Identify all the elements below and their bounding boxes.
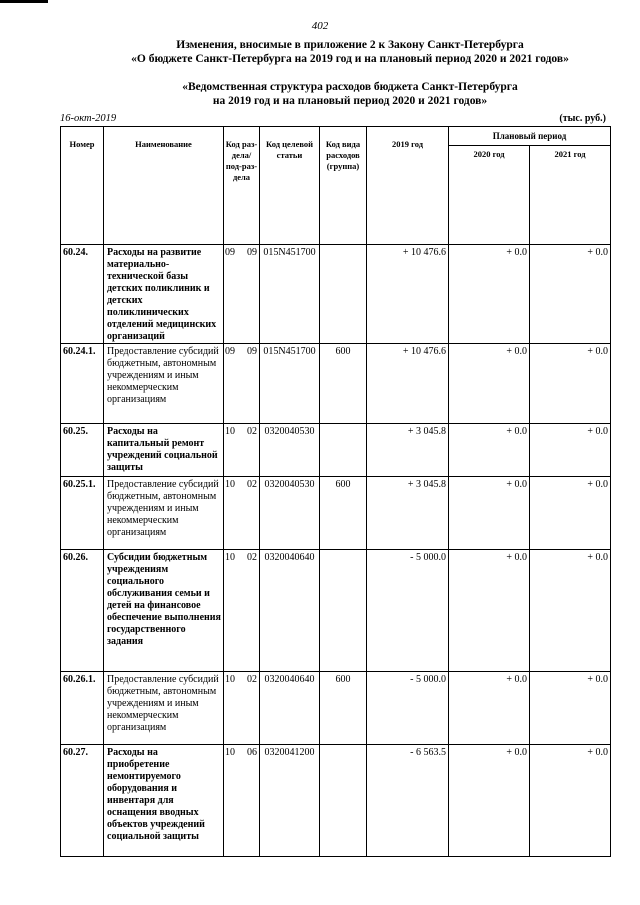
header-2019: 2019 год bbox=[367, 127, 449, 245]
row-amount-2020: + 0.0 bbox=[449, 344, 530, 424]
row-amount-2020: + 0.0 bbox=[449, 245, 530, 344]
row-amount-2021: + 0.0 bbox=[530, 672, 611, 745]
table-row bbox=[61, 424, 611, 477]
row-amount-2021: + 0.0 bbox=[530, 245, 611, 344]
row-name: Расходы на приобретение немонтируемого оборудования и инвентаря для оснащения вводных объектов учреждений социальной защиты bbox=[104, 745, 224, 857]
row-section: 09 bbox=[225, 247, 235, 258]
budget-table bbox=[60, 126, 611, 857]
row-kind-code bbox=[320, 424, 367, 477]
header-number: Номер bbox=[61, 127, 104, 245]
title-line-1: Изменения, вносимые в приложение 2 к Закону Санкт-Петербурга bbox=[176, 39, 524, 51]
row-subsection: 02 bbox=[247, 674, 257, 685]
row-target-code: 015N451700 bbox=[260, 344, 320, 424]
row-name: Расходы на капитальный ремонт учреждений социальной защиты bbox=[104, 424, 224, 477]
row-section: 10 bbox=[225, 674, 235, 685]
table-row bbox=[61, 344, 611, 424]
title-line-2: «О бюджете Санкт-Петербурга на 2019 год и на плановый период 2020 и 2021 годов» bbox=[131, 53, 569, 65]
row-amount-2019: - 5 000.0 bbox=[367, 550, 449, 672]
header-kind: Код вида расходов (группа) bbox=[320, 127, 367, 245]
row-name: Предоставление субсидий бюджетным, автономным учреждениям и иным некоммерческим организациям bbox=[104, 477, 224, 550]
table-row bbox=[61, 477, 611, 550]
table-row bbox=[61, 672, 611, 745]
row-amount-2020: + 0.0 bbox=[449, 550, 530, 672]
row-number: 60.24. bbox=[61, 245, 104, 344]
row-section: 09 bbox=[225, 346, 235, 357]
row-amount-2019: - 6 563.5 bbox=[367, 745, 449, 857]
row-name: Предоставление субсидий бюджетным, автономным учреждениям и иным некоммерческим организациям bbox=[104, 672, 224, 745]
row-subsection: 02 bbox=[247, 426, 257, 437]
row-amount-2021: + 0.0 bbox=[530, 745, 611, 857]
document-title bbox=[60, 38, 640, 66]
row-subsection: 06 bbox=[247, 747, 257, 758]
units-label: (тыс. руб.) bbox=[559, 113, 606, 124]
row-number: 60.25.1. bbox=[61, 477, 104, 550]
row-name: Субсидии бюджетным учреждениям социального обслуживания семьи и детей на финансовое обеспечение выполнения государственного задания bbox=[104, 550, 224, 672]
row-amount-2019: + 3 045.8 bbox=[367, 424, 449, 477]
row-number: 60.25. bbox=[61, 424, 104, 477]
row-amount-2021: + 0.0 bbox=[530, 477, 611, 550]
table-body bbox=[61, 245, 611, 857]
row-section-code bbox=[224, 344, 260, 424]
row-amount-2019: + 10 476.6 bbox=[367, 344, 449, 424]
header-2020: 2020 год bbox=[449, 146, 530, 245]
row-section: 10 bbox=[225, 479, 235, 490]
subtitle-line-2: на 2019 год и на плановый период 2020 и 2021 годов» bbox=[212, 95, 488, 107]
row-kind-code bbox=[320, 745, 367, 857]
row-name: Расходы на развитие материально-технической базы детских поликлиник и детских поликлинических отделений медицинских организаций bbox=[104, 245, 224, 344]
table-row bbox=[61, 550, 611, 672]
document-date: 16-окт-2019 bbox=[60, 113, 117, 124]
row-kind-code: 600 bbox=[320, 344, 367, 424]
row-amount-2021: + 0.0 bbox=[530, 550, 611, 672]
row-subsection: 09 bbox=[247, 247, 257, 258]
row-amount-2019: + 10 476.6 bbox=[367, 245, 449, 344]
row-amount-2021: + 0.0 bbox=[530, 424, 611, 477]
row-amount-2020: + 0.0 bbox=[449, 745, 530, 857]
row-number: 60.26.1. bbox=[61, 672, 104, 745]
row-amount-2020: + 0.0 bbox=[449, 672, 530, 745]
table-row bbox=[61, 745, 611, 857]
row-kind-code bbox=[320, 245, 367, 344]
header-target: Код целевой статьи bbox=[260, 127, 320, 245]
row-number: 60.26. bbox=[61, 550, 104, 672]
row-target-code: 0320040530 bbox=[260, 424, 320, 477]
row-section: 10 bbox=[225, 747, 235, 758]
row-target-code: 015N451700 bbox=[260, 245, 320, 344]
row-amount-2019: + 3 045.8 bbox=[367, 477, 449, 550]
row-amount-2019: - 5 000.0 bbox=[367, 672, 449, 745]
page-number: 402 bbox=[311, 20, 329, 32]
row-section-code bbox=[224, 245, 260, 344]
header-section: Код раз-дела/ под-раз-дела bbox=[224, 127, 260, 245]
row-section: 10 bbox=[225, 426, 235, 437]
top-edge-mark bbox=[0, 0, 48, 3]
document-subtitle bbox=[60, 80, 640, 108]
row-target-code: 0320040530 bbox=[260, 477, 320, 550]
row-target-code: 0320040640 bbox=[260, 550, 320, 672]
header-planned-period: Плановый период bbox=[449, 127, 611, 146]
table-row bbox=[61, 245, 611, 344]
row-amount-2021: + 0.0 bbox=[530, 344, 611, 424]
row-kind-code: 600 bbox=[320, 672, 367, 745]
row-number: 60.24.1. bbox=[61, 344, 104, 424]
header-name: Наименование bbox=[104, 127, 224, 245]
row-section: 10 bbox=[225, 552, 235, 563]
row-section-code bbox=[224, 477, 260, 550]
row-subsection: 09 bbox=[247, 346, 257, 357]
row-section-code bbox=[224, 550, 260, 672]
row-amount-2020: + 0.0 bbox=[449, 424, 530, 477]
row-kind-code bbox=[320, 550, 367, 672]
row-subsection: 02 bbox=[247, 479, 257, 490]
row-section-code bbox=[224, 424, 260, 477]
header-row-1 bbox=[61, 127, 611, 146]
row-amount-2020: + 0.0 bbox=[449, 477, 530, 550]
row-kind-code: 600 bbox=[320, 477, 367, 550]
row-subsection: 02 bbox=[247, 552, 257, 563]
row-number: 60.27. bbox=[61, 745, 104, 857]
row-target-code: 0320040640 bbox=[260, 672, 320, 745]
row-target-code: 0320041200 bbox=[260, 745, 320, 857]
row-name: Предоставление субсидий бюджетным, автономным учреждениям и иным некоммерческим организациям bbox=[104, 344, 224, 424]
row-section-code bbox=[224, 745, 260, 857]
header-2021: 2021 год bbox=[530, 146, 611, 245]
row-section-code bbox=[224, 672, 260, 745]
subtitle-line-1: «Ведомственная структура расходов бюджета Санкт-Петербурга bbox=[182, 81, 518, 93]
